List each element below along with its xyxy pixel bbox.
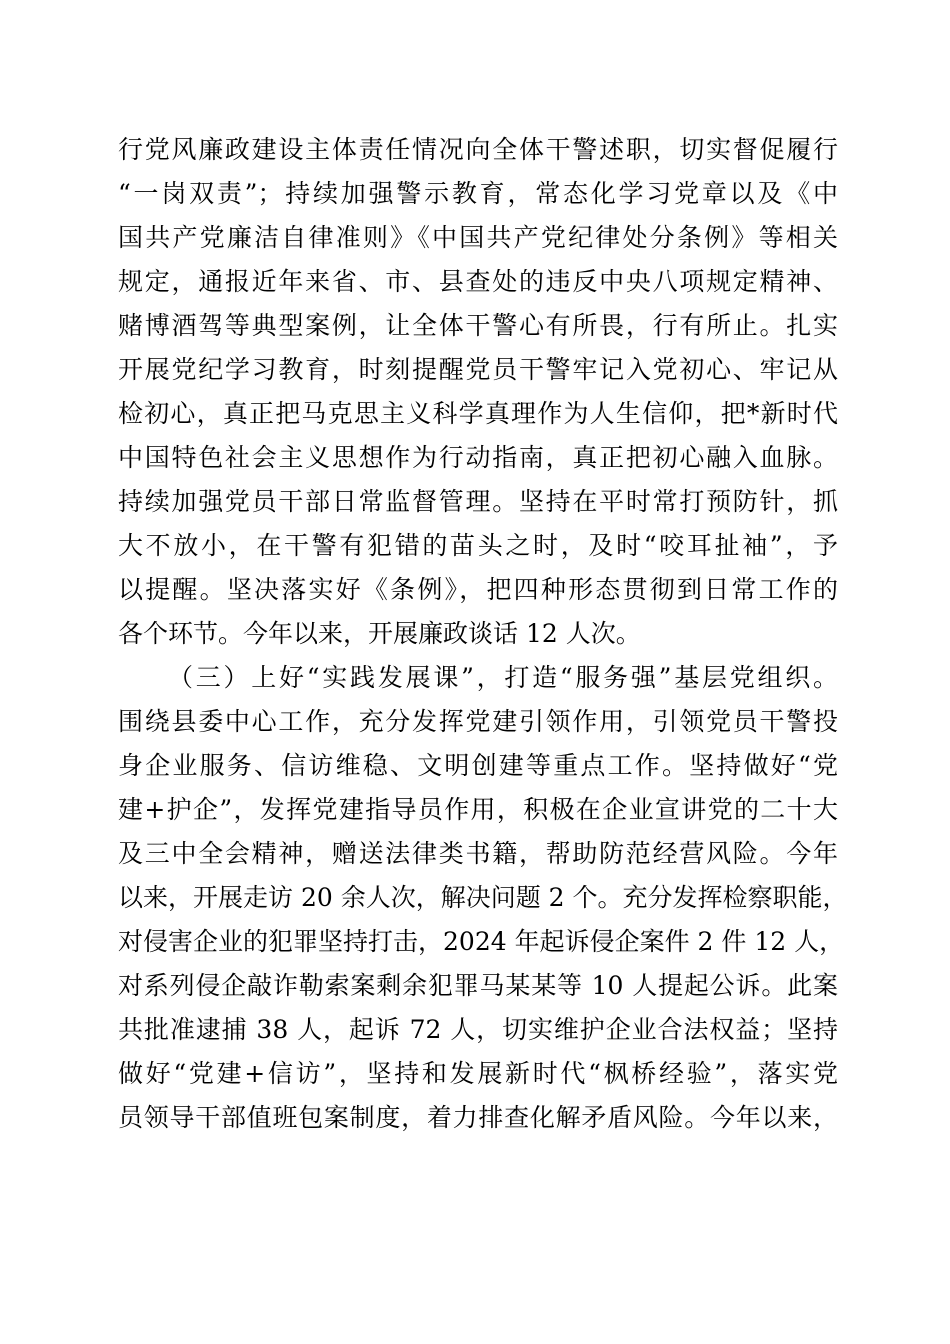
text-line: 及三中全会精神，赠送法律类书籍，帮助防范经营风险。今年 [118,839,838,868]
text-line: 以来，开展走访 20 余人次，解决问题 2 个。充分发挥检察职能， [118,883,848,912]
text-line: 做好“党建+信访”，坚持和发展新时代“枫桥经验”，落实党 [118,1059,838,1088]
text-line: 开展党纪学习教育，时刻提醒党员干警牢记入党初心、牢记从 [118,355,838,384]
text-line: 对侵害企业的犯罪坚持打击，2024 年起诉侵企案件 2 件 12 人， [118,927,845,956]
text-line: 身企业服务、信访维稳、文明创建等重点工作。坚持做好“党 [118,751,838,780]
text-line: 对系列侵企敲诈勒索案剩余犯罪马某某等 10 人提起公诉。此案 [118,971,838,1000]
text-line: 规定，通报近年来省、市、县查处的违反中央八项规定精神、 [118,267,838,296]
text-line: 建+护企”，发挥党建指导员作用，积极在企业宣讲党的二十大 [118,795,838,824]
text-line: 赌博酒驾等典型案例，让全体干警心有所畏，行有所止。扎实 [118,311,838,340]
text-line: 持续加强党员干部日常监督管理。坚持在平时常打预防针，抓 [118,487,838,516]
text-line: 以提醒。坚决落实好《条例》，把四种形态贯彻到日常工作的 [118,575,838,604]
text-line: 共批准逮捕 38 人，起诉 72 人，切实维护企业合法权益；坚持 [118,1015,838,1044]
text-line: 行党风廉政建设主体责任情况向全体干警述职，切实督促履行 [118,135,838,164]
text-line: 国共产党廉洁自律准则》《中国共产党纪律处分条例》等相关 [118,223,838,252]
text-line: 中国特色社会主义思想作为行动指南，真正把初心融入血脉。 [118,443,838,472]
text-line: “一岗双责”；持续加强警示教育，常态化学习党章以及《中 [118,179,838,208]
text-line: 各个环节。今年以来，开展廉政谈话 12 人次。 [118,619,641,648]
text-line: 员领导干部值班包案制度，着力排查化解矛盾风险。今年以来， [118,1103,838,1132]
section-heading: （三）上好“实践发展课”，打造“服务强”基层党组织。 [168,663,838,692]
text-line: 围绕县委中心工作，充分发挥党建引领作用，引领党员干警投 [118,707,838,736]
text-line: 检初心，真正把马克思主义科学真理作为人生信仰，把*新时代 [118,399,838,428]
body-text [118,128,848,1140]
text-line: 大不放小，在干警有犯错的苗头之时，及时“咬耳扯袖”，予 [118,531,838,560]
